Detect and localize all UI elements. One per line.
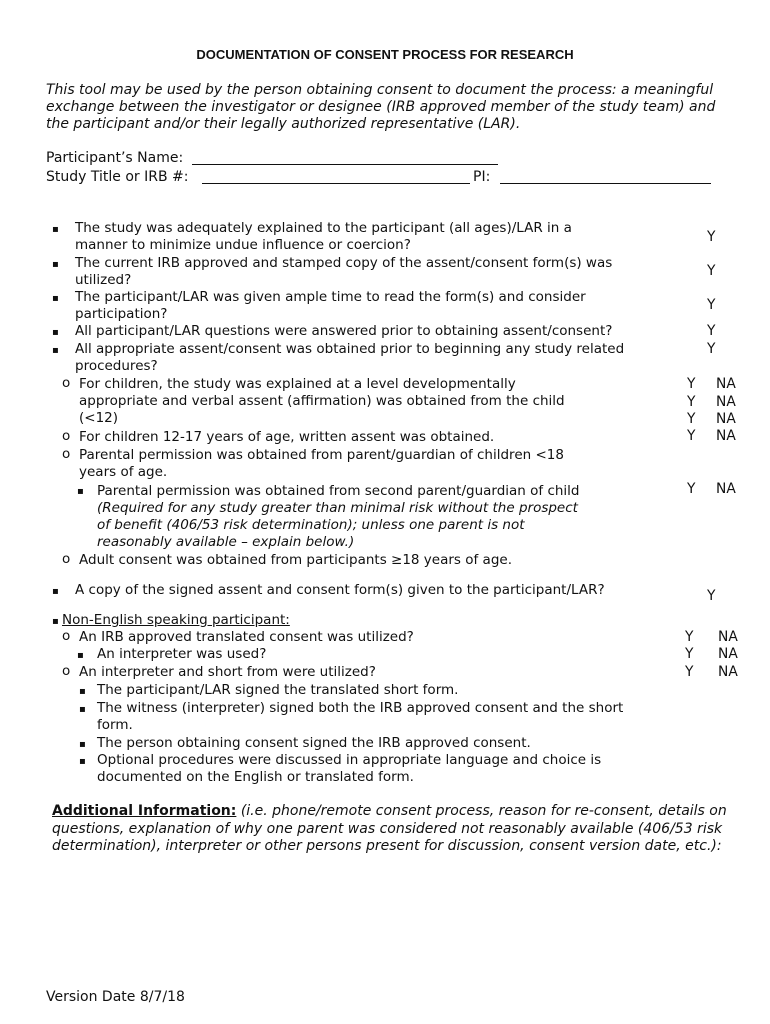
additional-info-text: (i.e. phone/remote consent process, reason for re-consent, details on questions, explanation of why one parent was considered not reasonably available (406/53 risk determination), interpreter or other persons present for discussion, consent version date, etc.): [52, 803, 727, 854]
additional-info-heading: Additional Information: [52, 803, 237, 819]
answer-y[interactable]: Y [687, 411, 696, 427]
answer-na[interactable]: NA [716, 481, 736, 497]
participant-name-label: Participant’s Name: [46, 150, 184, 166]
sub-item-children-verbal-assent: For children, the study was explained at a level developmentally appropriate and verbal assent (affirmation) was obtained from the child (<12) [79, 376, 565, 426]
circle-bullet-icon: o [62, 428, 71, 444]
bullet-icon: ▪ [52, 327, 59, 338]
answer-y[interactable]: Y [707, 229, 716, 245]
sub-item-adult-consent: Adult consent was obtained from participants ≥18 years of age. [79, 552, 512, 568]
bullet-icon: ▪ [79, 739, 86, 750]
ne-short-form: An interpreter and short from were utilized? [79, 664, 376, 680]
study-title-line[interactable] [202, 183, 470, 184]
checklist-item-2: The current IRB approved and stamped copy of the assent/consent form(s) was utilized? [75, 255, 613, 288]
document-title: DOCUMENTATION OF CONSENT PROCESS FOR RESEARCH [196, 47, 574, 62]
answer-y[interactable]: Y [707, 341, 716, 357]
circle-bullet-icon: o [62, 375, 71, 391]
answer-na[interactable]: NA [718, 646, 738, 662]
ne-witness-signed: The witness (interpreter) signed both the IRB approved consent and the short form. [97, 700, 624, 733]
ne-short-form-signed: The participant/LAR signed the translated short form. [97, 682, 459, 698]
answer-y[interactable]: Y [707, 323, 716, 339]
ne-person-obtaining-signed: The person obtaining consent signed the IRB approved consent. [97, 735, 531, 751]
bullet-icon: ▪ [52, 586, 59, 597]
bullet-icon: ▪ [52, 345, 59, 356]
answer-y[interactable]: Y [685, 629, 694, 645]
bullet-icon: ▪ [79, 686, 86, 697]
answer-y[interactable]: Y [685, 664, 694, 680]
ne-optional-procedures: Optional procedures were discussed in appropriate language and choice is documented on the English or translated form. [97, 752, 602, 785]
study-title-label: Study Title or IRB #: [46, 169, 189, 185]
checklist-item-5: All appropriate assent/consent was obtained prior to beginning any study related procedures? [75, 341, 625, 374]
ne-translated-consent: An IRB approved translated consent was utilized? [79, 629, 414, 645]
checklist-item-3: The participant/LAR was given ample time to read the form(s) and consider participation? [75, 289, 586, 322]
pi-label: PI: [473, 169, 491, 185]
ne-interpreter-used: An interpreter was used? [97, 646, 267, 662]
bullet-icon: ▪ [52, 224, 59, 235]
bullet-icon: ▪ [52, 293, 59, 304]
answer-y[interactable]: Y [685, 646, 694, 662]
answer-y[interactable]: Y [707, 588, 716, 604]
answer-na[interactable]: NA [716, 394, 736, 410]
answer-na[interactable]: NA [718, 664, 738, 680]
answer-y[interactable]: Y [707, 297, 716, 313]
version-date: Version Date 8/7/18 [46, 989, 185, 1005]
bullet-icon: ▪ [52, 616, 59, 627]
bullet-icon: ▪ [77, 650, 84, 661]
bullet-icon: ▪ [77, 486, 84, 497]
checklist-item-4: All participant/LAR questions were answered prior to obtaining assent/consent? [75, 323, 613, 339]
answer-na[interactable]: NA [716, 411, 736, 427]
answer-y[interactable]: Y [707, 263, 716, 279]
checklist-item-1: The study was adequately explained to the participant (all ages)/LAR in a manner to minimize undue influence or coercion? [75, 220, 572, 253]
bullet-icon: ▪ [79, 704, 86, 715]
bullet-icon: ▪ [52, 259, 59, 270]
answer-na[interactable]: NA [718, 629, 738, 645]
answer-na[interactable]: NA [716, 376, 736, 392]
answer-y[interactable]: Y [687, 428, 696, 444]
sub-sub-item-second-parent: Parental permission was obtained from second parent/guardian of child (Required for any study greater than minimal risk without the prospect of benefit (406/53 risk determination); unless one parent is not reasonably available – explain below.) [97, 483, 580, 550]
answer-y[interactable]: Y [687, 481, 696, 497]
sub-item-parental-permission: Parental permission was obtained from parent/guardian of children <18 years of age. [79, 447, 564, 480]
pi-line[interactable] [500, 183, 711, 184]
additional-information[interactable] [52, 803, 742, 856]
answer-y[interactable]: Y [687, 376, 696, 392]
circle-bullet-icon: o [62, 446, 71, 462]
participant-name-line[interactable] [192, 164, 498, 165]
sub-item-written-assent: For children 12-17 years of age, written assent was obtained. [79, 429, 495, 445]
checklist-item-6: A copy of the signed assent and consent form(s) given to the participant/LAR? [75, 582, 605, 598]
circle-bullet-icon: o [62, 628, 71, 644]
intro-paragraph: This tool may be used by the person obtaining consent to document the process: a meaningful exchange between the investigator or designee (IRB approved member of the study team) and the participant and/or their legally authorized representative (LAR). [46, 82, 716, 132]
circle-bullet-icon: o [62, 551, 71, 567]
bullet-icon: ▪ [79, 756, 86, 767]
answer-na[interactable]: NA [716, 428, 736, 444]
answer-y[interactable]: Y [687, 394, 696, 410]
circle-bullet-icon: o [62, 663, 71, 679]
non-english-heading: Non-English speaking participant: [62, 612, 290, 628]
